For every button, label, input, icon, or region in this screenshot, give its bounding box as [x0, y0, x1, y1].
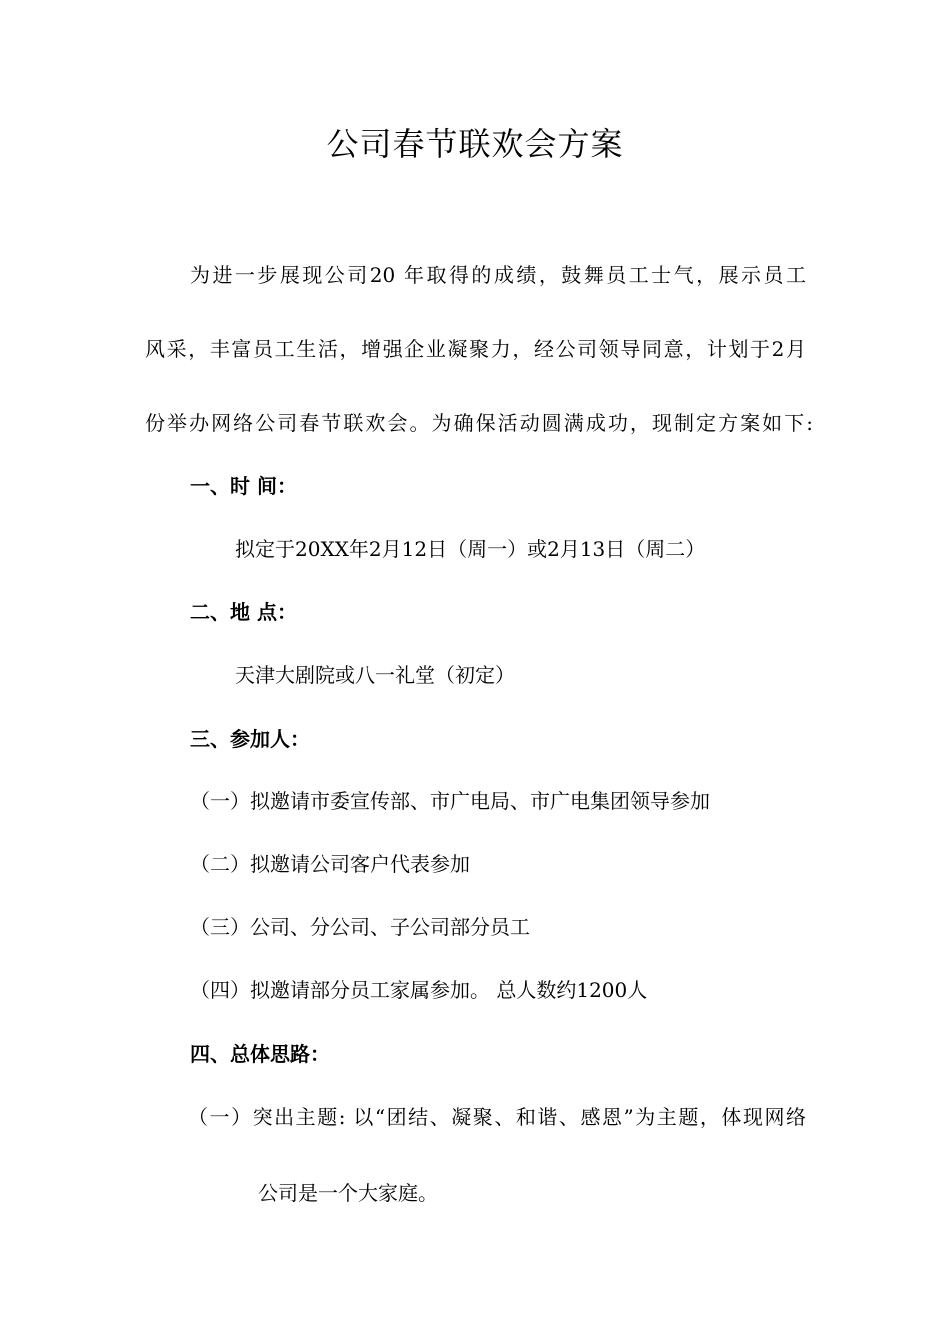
- intro-line-2: 风采，丰富员工生活，增强企业凝聚力，经公司领导同意，计划于2月: [145, 337, 806, 361]
- approach-item-line-2: 公司是一个大家庭。: [258, 1181, 438, 1205]
- participant-item: （三）公司、分公司、子公司部分员工: [190, 915, 530, 939]
- section-content-time: 拟定于20XX年2月12日（周一）或2月13日（周二）: [235, 537, 706, 561]
- section-heading-location: 二、地 点：: [190, 600, 297, 624]
- section-heading-time: 一、时 间：: [190, 474, 297, 498]
- section-heading-participants: 三、参加人：: [190, 727, 310, 751]
- participant-item: （四）拟邀请部分员工家属参加。 总人数约1200人: [190, 978, 648, 1002]
- intro-line-3: 份举办网络公司春节联欢会。为确保活动圆满成功，现制定方案如下:: [145, 411, 813, 435]
- participant-item: （二）拟邀请公司客户代表参加: [190, 852, 470, 876]
- intro-line-1: 为进一步展现公司20 年取得的成绩，鼓舞员工士气，展示员工: [190, 263, 806, 287]
- document-title: 公司春节联欢会方案: [326, 125, 624, 163]
- approach-item-line-1: （一）突出主题: 以“团结、凝聚、和谐、感恩”为主题，体现网络: [188, 1105, 806, 1129]
- section-content-location: 天津大剧院或八一礼堂（初定）: [235, 663, 515, 687]
- participant-item: （一）拟邀请市委宣传部、市广电局、市广电集团领导参加: [190, 789, 710, 813]
- section-heading-approach: 四、总体思路：: [190, 1042, 330, 1066]
